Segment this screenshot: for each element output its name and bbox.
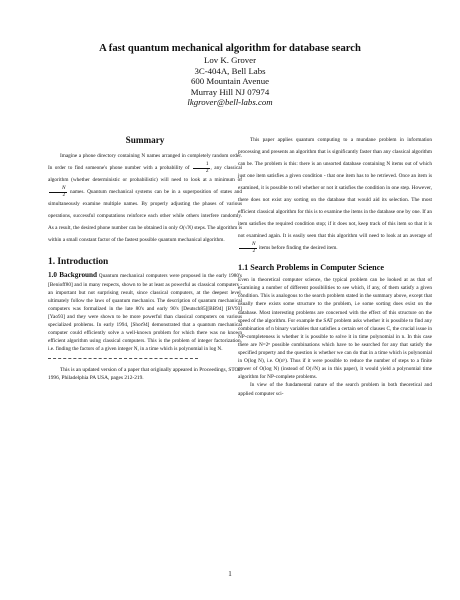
address-line-2: 600 Mountain Avenue <box>190 76 270 87</box>
fundamental-nature-paragraph: In view of the fundamental nature of the search problem in both theoretical and applied computer sci- <box>238 382 432 397</box>
author-email: lkgrover@bell-labs.com <box>187 97 273 108</box>
problem-text-a: This paper applies quantum computing to a mundane problem in information processing and presents an algorithm that is significantly faster than any classical algorithm can be. The problem is this: there is an unsorted database containing N items out of which just one item satisfies a given condition - that one item has to be retrieved. Once an item is examined, it is possible to tell whether or not it satisfies the condition in one step. However, there does not exist any sorting on the database that would aid its selection. The most efficient classical algorithm for this is to examine the items in the database one by one. If an item satisfies the required condition stop; if it does not, keep track of this item so that it is not examined again. It is easily seen that this algorithm will need to look at an average of <box>238 137 432 239</box>
paper-header <box>0 42 460 108</box>
address-line-1: 3C-404A, Bell Labs <box>194 65 266 76</box>
background-subheading: 1.0 Background <box>48 271 98 280</box>
summary-text-a: Imagine a phone directory containing N names arranged in completely random order. In order to find someone's phone number with a probability of <box>48 153 242 172</box>
search-problems-paragraph: Even in theoretical computer science, the typical problem can be looked at as that of examining a number of different possibilities to see which, if any, of them satisfy a given condition. This is analogous to the search problem stated in the summary above, except that usually there exists some structure to the problem, i.e some sorting does exist on the database. Most interesting problems are concerned with the effect of this structure on the speed of the algorithm. For example the SAT problem asks whether it is possible to find any combination of n binary variables that satisfies a certain set of clauses C, the crucial issue in NP-completeness is whether it is possible to solve it in time polynomial in n. In this case there are N=2ⁿ possible combinations which have to be searched for any that satisfy the specified property and the question is whether we can do that in a time which is polynomial in O(log N), i.e. O(nᵏ). Thus if it were possible to reduce the number of steps to a finite power of O(log N) (instead of O(√N) as in this paper), it would yield a polynomial time algorithm for NP-complete problems. <box>238 277 432 381</box>
footnote-divider <box>48 358 198 359</box>
footnote: This is an updated version of a paper that originally appeared in Proceedings, STOC 1996, Philadelphia PA USA, pages 212-219. <box>48 367 242 381</box>
problem-text-b: items before finding the desired item. <box>258 245 338 252</box>
problem-paragraph <box>238 134 432 254</box>
left-column <box>48 134 242 382</box>
background-paragraph <box>48 271 242 353</box>
fraction-n-over-2-right: $\frac{N}{2}$ <box>239 242 257 254</box>
right-column <box>238 134 432 398</box>
summary-paragraph <box>48 150 242 246</box>
search-problems-heading: 1.1 Search Problems in Computer Science <box>238 263 384 273</box>
author-name: Lov K. Grover <box>203 55 257 65</box>
summary-text-c: names. Quantum mechanical systems can be in a superposition of states and simultaneously examine multiple names. By properly adjusting the phases of various operations, successful computations reinforce each other while others interfere randomly. As a result, the desired phone number can be obtained in only <box>48 189 243 232</box>
fraction-one-half: $\frac{1}{2}$ <box>193 162 210 174</box>
introduction-heading: 1. Introduction <box>48 257 109 268</box>
page-number: 1 <box>228 570 232 578</box>
summary-text-b: , any classical algorithm (whether deterministic or probabilistic) will need to look at a minimum of <box>48 165 242 184</box>
summary-heading: Summary <box>125 135 165 145</box>
fraction-n-over-2: $\frac{N}{2}$ <box>49 186 67 198</box>
address-line-3: Murray Hill NJ 07974 <box>190 86 270 97</box>
summary-text-d: steps. The algorithm is within a small constant factor of the fastest possible quantum mechanical algorithm. <box>48 225 243 244</box>
paper-title: A fast quantum mechanical algorithm for database search <box>99 43 361 54</box>
sqrt-n-expression: O(√N) <box>179 225 193 232</box>
background-text: Quantum mechanical computers were proposed in the early 1980's [Benioff80] and in many respects, shown to be at least as powerful as classical computers - an important but not surprising result, since classical computers, at the deepest level, ultimately follow the laws of quantum mechanics. The description of quantum mechanical computers was formalized in the late 80's and early 90's [Deutsch85][BB94] [BV93] [Yao93] and they were shown to be more powerful than classical computers on various specialized problems. In early 1994, [Shor94] demonstrated that a quantum mechanical computer could efficiently solve a well-known problem for which there was no known efficient algorithm using classical computers. This is the problem of integer factorization, i.e. finding the factors of a given integer N, in a time which is polynomial in log N. <box>48 273 242 353</box>
